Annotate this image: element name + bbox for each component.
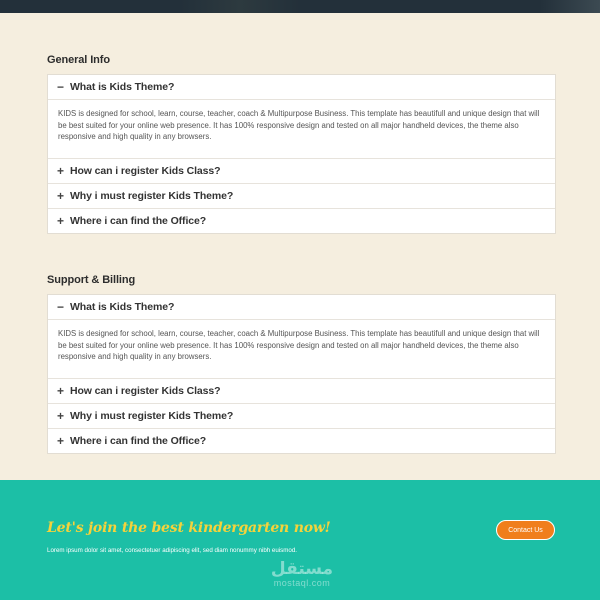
- plus-icon: +: [57, 434, 65, 448]
- mostaql-watermark: [262, 560, 342, 588]
- faq-accordion: [47, 74, 556, 234]
- plus-icon: +: [57, 189, 65, 203]
- plus-icon: +: [57, 409, 65, 423]
- accordion-title: How can i register Kids Class?: [70, 385, 221, 397]
- hero-image-shade: [180, 0, 300, 13]
- plus-icon: +: [57, 384, 65, 398]
- minus-icon: −: [57, 300, 65, 314]
- accordion-item: [48, 75, 555, 158]
- accordion-title: How can i register Kids Class?: [70, 165, 221, 177]
- footer-tagline: Let's join the best kindergarten now!: [47, 520, 331, 536]
- accordion-title: Why i must register Kids Theme?: [70, 410, 234, 422]
- section-heading: General Info: [47, 54, 110, 66]
- accordion-item: [48, 208, 555, 233]
- watermark-latin-text: mostaql.com: [273, 578, 331, 588]
- contact-us-button[interactable]: Contact Us: [496, 520, 555, 540]
- accordion-title: Where i can find the Office?: [70, 215, 207, 227]
- accordion-body: KIDS is designed for school, learn, course, teacher, coach & Multipurpose Business. This template has beautifull and unique design that will be best suited for your online web presence. It has 100% responsive design and tested on all major handheld devices, the theme also responsive and high quality in any browsers.: [48, 319, 555, 378]
- accordion-item: [48, 295, 555, 378]
- plus-icon: +: [57, 164, 65, 178]
- accordion-toggle[interactable]: [48, 159, 555, 183]
- faq-section-general-info: [47, 53, 556, 234]
- accordion-item: [48, 183, 555, 208]
- plus-icon: +: [57, 214, 65, 228]
- accordion-toggle[interactable]: [48, 295, 555, 319]
- accordion-title: Where i can find the Office?: [70, 435, 207, 447]
- faq-section-support-billing: [47, 273, 556, 454]
- accordion-toggle[interactable]: [48, 429, 555, 453]
- accordion-item: [48, 378, 555, 403]
- accordion-title: What is Kids Theme?: [70, 301, 175, 313]
- faq-accordion: [47, 294, 556, 454]
- hero-image-shade: [540, 0, 600, 13]
- accordion-toggle[interactable]: [48, 379, 555, 403]
- accordion-toggle[interactable]: [48, 184, 555, 208]
- accordion-item: [48, 428, 555, 453]
- accordion-toggle[interactable]: [48, 404, 555, 428]
- accordion-toggle[interactable]: [48, 209, 555, 233]
- accordion-toggle[interactable]: [48, 75, 555, 99]
- footer-cta-band: [0, 480, 600, 600]
- minus-icon: −: [57, 80, 65, 94]
- footer-subtext: Lorem ipsum dolor sit amet, consectetuer adipiscing elit, sed diam nonummy nibh euismod.: [47, 547, 298, 554]
- accordion-item: [48, 158, 555, 183]
- accordion-body: KIDS is designed for school, learn, course, teacher, coach & Multipurpose Business. This template has beautifull and unique design that will be best suited for your online web presence. It has 100% responsive design and tested on all major handheld devices, the theme also responsive and high quality in any browsers.: [48, 99, 555, 158]
- accordion-title: What is Kids Theme?: [70, 81, 175, 93]
- hero-image-strip: [0, 0, 600, 13]
- watermark-arabic-text: مستقل: [270, 559, 334, 579]
- section-heading: Support & Billing: [47, 274, 136, 286]
- accordion-item: [48, 403, 555, 428]
- accordion-title: Why i must register Kids Theme?: [70, 190, 234, 202]
